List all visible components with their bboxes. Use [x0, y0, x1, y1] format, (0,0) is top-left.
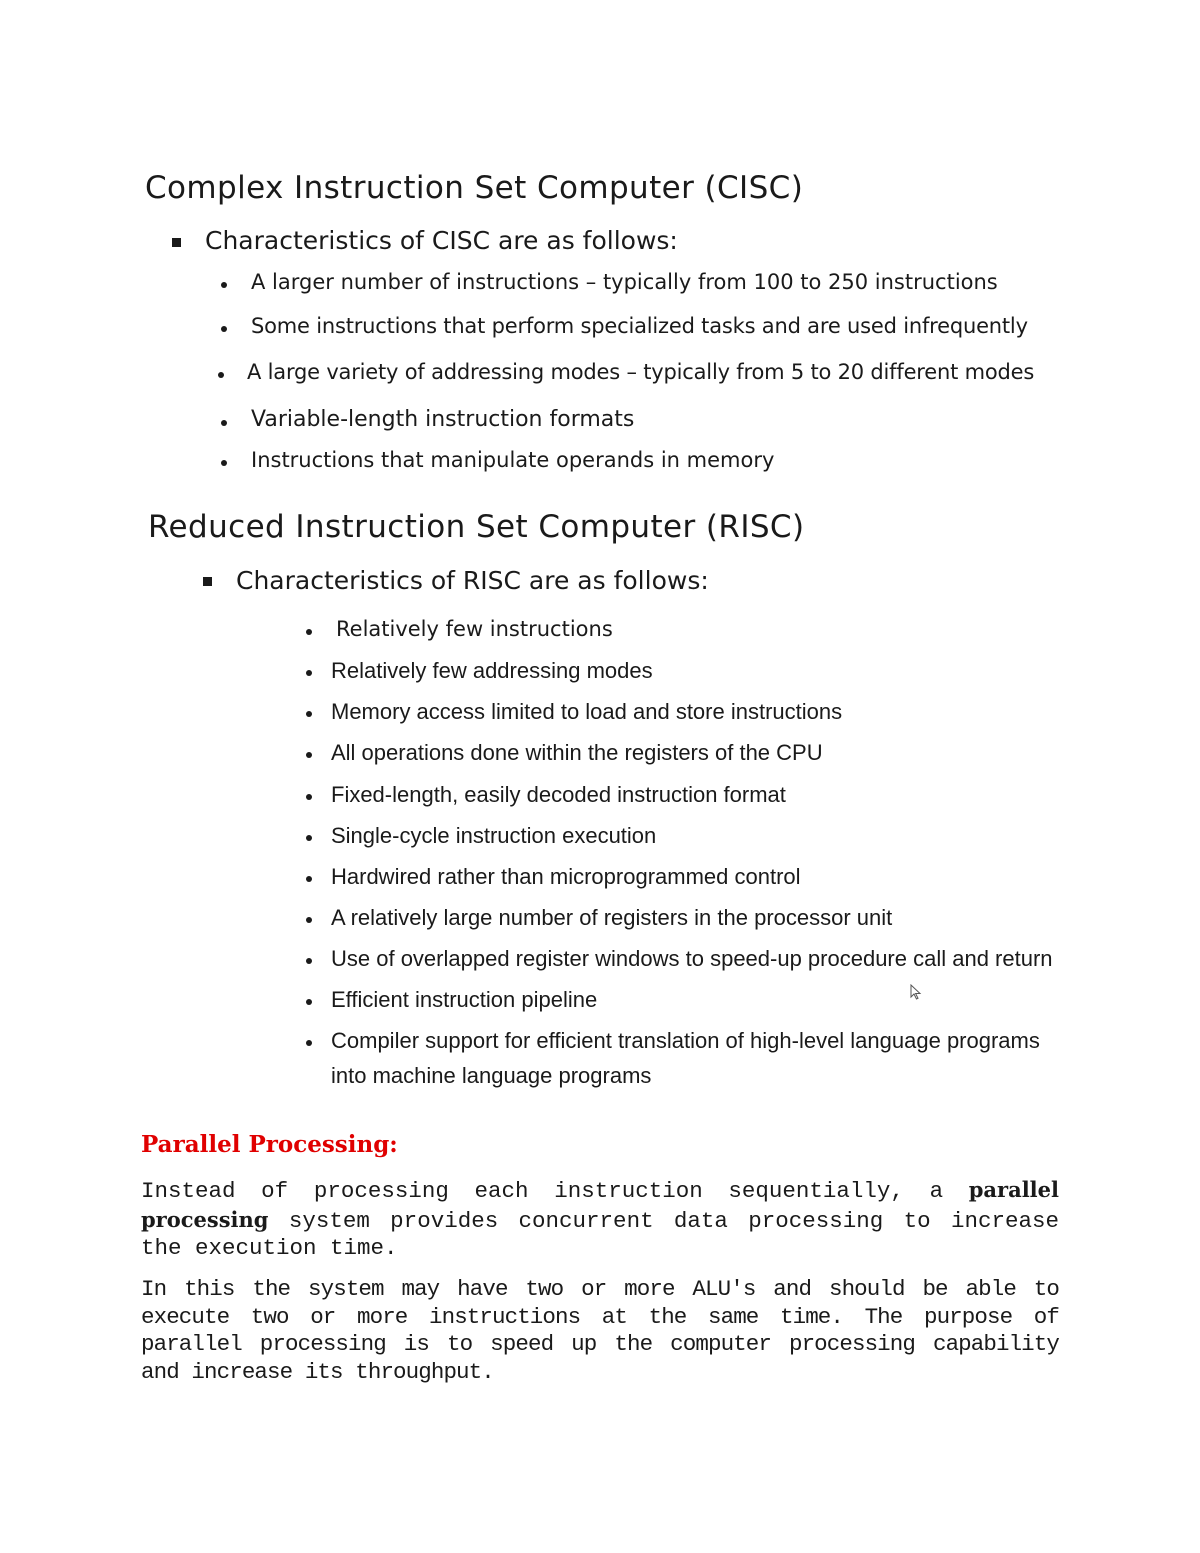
parallel-paragraph-2: In this the system may have two or more ALU's and should be able to execute two or more instructions at the same time. The purpose of parallel processing is to speed up the computer processing capability and increase its throughput.	[141, 1276, 1059, 1385]
bullet-icon	[221, 420, 227, 426]
parallel-paragraph-1	[141, 1176, 1059, 1263]
bullet-icon	[306, 794, 312, 800]
bullet-icon	[221, 326, 227, 332]
risc-item: Compiler support for efficient translation of high-level language programs	[331, 1028, 1040, 1053]
bullet-icon	[306, 958, 312, 964]
bullet-icon	[306, 670, 312, 676]
risc-item: Single-cycle instruction execution	[331, 823, 657, 848]
risc-item: Relatively few addressing modes	[331, 658, 653, 683]
cisc-item: Instructions that manipulate operands in memory	[251, 448, 775, 472]
bullet-icon	[306, 835, 312, 841]
bullet-icon	[218, 372, 224, 378]
bullet-icon	[306, 1040, 312, 1046]
bullet-icon	[306, 917, 312, 923]
bullet-icon	[306, 876, 312, 882]
risc-item: into machine language programs	[331, 1063, 652, 1088]
risc-item: Fixed-length, easily decoded instruction format	[331, 782, 786, 807]
risc-item: Relatively few instructions	[336, 617, 613, 641]
paragraph-text: system provides concurrent data processing to increase the execution time.	[141, 1207, 1059, 1261]
risc-title: Reduced Instruction Set Computer (RISC)	[148, 509, 805, 545]
risc-item: Hardwired rather than microprogrammed control	[331, 864, 801, 889]
risc-item: Use of overlapped register windows to speed-up procedure call and return	[331, 946, 1053, 971]
bullet-icon	[306, 752, 312, 758]
parallel-processing-heading: Parallel Processing:	[141, 1131, 398, 1158]
mouse-cursor-icon	[910, 984, 922, 1000]
cisc-subheading: Characteristics of CISC are as follows:	[205, 226, 678, 255]
cisc-item: Variable-length instruction formats	[251, 407, 635, 432]
risc-item: Efficient instruction pipeline	[331, 987, 598, 1012]
risc-item: All operations done within the registers of the CPU	[331, 740, 823, 765]
paragraph-text: Instead of processing each instruction sequentially, a	[141, 1178, 969, 1204]
bullet-icon	[306, 999, 312, 1005]
bullet-icon	[306, 711, 312, 717]
cisc-item: A larger number of instructions – typically from 100 to 250 instructions	[251, 270, 998, 294]
risc-subheading: Characteristics of RISC are as follows:	[236, 566, 709, 595]
risc-item: Memory access limited to load and store instructions	[331, 699, 843, 724]
cisc-item: Some instructions that perform specialized tasks and are used infrequently	[251, 314, 1028, 338]
square-bullet-icon	[203, 577, 212, 586]
bold-term: parallel processing	[141, 1177, 1059, 1232]
cisc-item: A large variety of addressing modes – typically from 5 to 20 different modes	[247, 360, 1035, 384]
bullet-icon	[306, 629, 312, 635]
cisc-title: Complex Instruction Set Computer (CISC)	[145, 170, 804, 206]
bullet-icon	[221, 282, 227, 288]
square-bullet-icon	[172, 238, 181, 247]
risc-item: A relatively large number of registers in the processor unit	[331, 905, 893, 930]
bullet-icon	[221, 460, 227, 466]
